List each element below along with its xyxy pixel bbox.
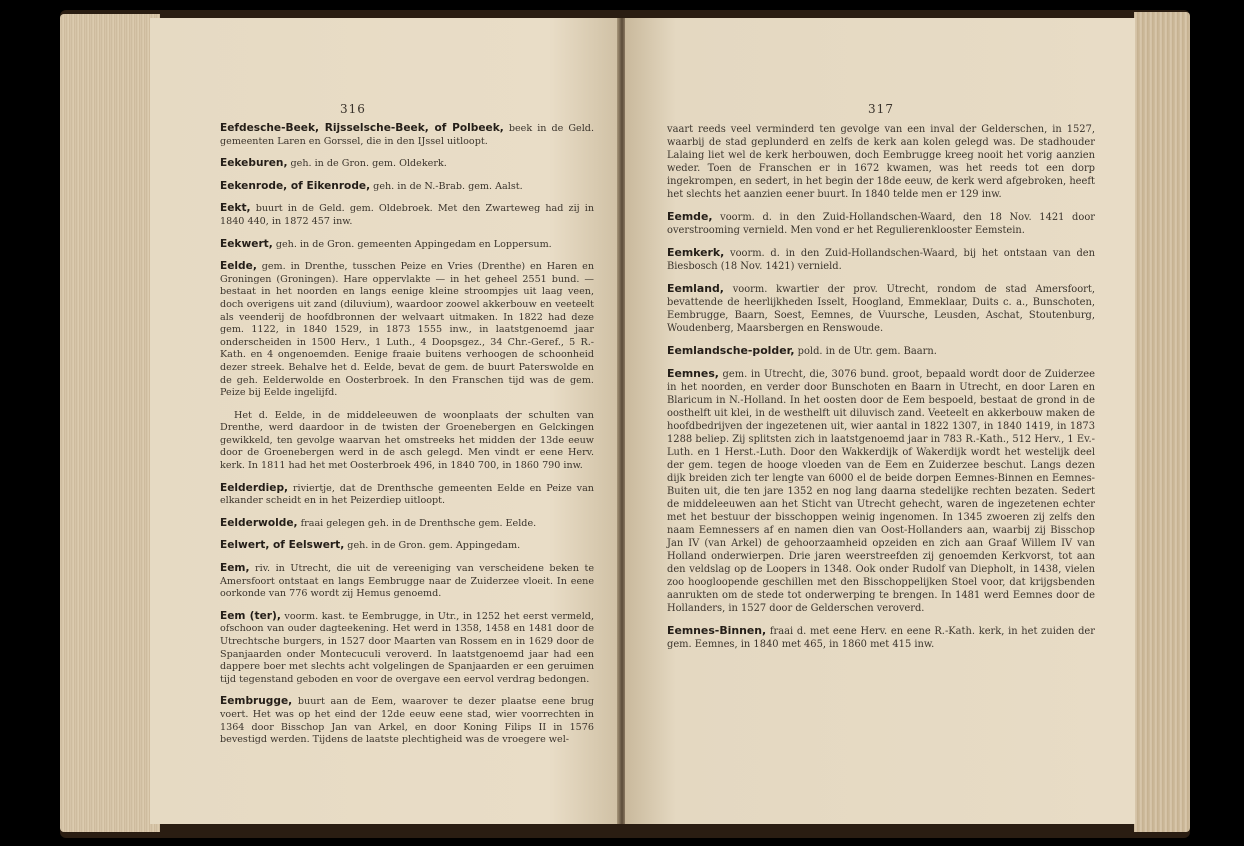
entry-headword: Eemnes, — [667, 367, 719, 380]
entry-headword: Eelde, — [220, 260, 257, 273]
entry-headword: Eekwert, — [220, 237, 273, 250]
entry-text: geh. in de Gron. gem. Oldekerk. — [287, 158, 447, 170]
entry-text: vaart reeds veel verminderd ten gevolge van een inval der Gelderschen, in 1527, waarbij de stad geplunderd en zelfs de kerk aan kolen gelegd was. De stadhouder Lalaing liet wel de kerk herbouwen, doch Eembrugge kreeg nooit het vorig aanzien weder. Toen de Franschen er in 1672 kwamen, was het reeds tot een dorp ingekrompen, en sedert, in het begin der 18de eeuw, de kerk werd afgebroken, heeft het slechts het aanzien eener buurt. In 1840 telde men er 129 inw. — [667, 124, 1095, 200]
dictionary-entry — [220, 610, 594, 687]
entry-headword: Eemnes-Binnen, — [667, 624, 767, 637]
entry-headword: Eemkerk, — [667, 246, 725, 259]
entry-headword: Eekt, — [220, 202, 251, 215]
dictionary-entry — [667, 624, 1095, 651]
entry-headword: Eefdesche-Beek, Rijsselsche-Beek, of Polbeek, — [220, 122, 504, 134]
entry-text: buurt aan de Eem, waarover te dezer plaatse eene brug voert. Het was op het eind der 12de eeuw eene stad, wier voorrechten in 1364 door Bisschop Jan van Arkel, en door Koning Filips II in 1576 bevestigd werden. Tijdens de laatste plechtigheid was de vroegere wel- — [220, 696, 594, 746]
left-page — [150, 18, 620, 824]
dictionary-entry — [667, 210, 1095, 237]
entry-text: voorm. kwartier der prov. Utrecht, rondom de stad Amersfoort, bevattende de heerlijkheden Isselt, Hoogland, Emmeklaar, Duits c. a., Bunschoten, Eembrugge, Baarn, Soest, Eemnes, de Vuursche, Leusden, Aschat, Stoutenburg, Woudenberg, Maarsbergen en Renswoude. — [667, 284, 1095, 334]
dictionary-entry — [220, 695, 594, 746]
entry-text: pold. in de Utr. gem. Baarn. — [794, 346, 937, 357]
page-edges-left — [60, 14, 160, 832]
dictionary-entry — [220, 562, 594, 601]
dictionary-entry — [220, 539, 594, 553]
dictionary-entry — [220, 238, 594, 252]
entry-text: Het d. Eelde, in de middeleeuwen de woonplaats der schulten van Drenthe, werd daardoor in de twisten der Groenebergen en Gelckingen gewikkeld, ten gevolge waarvan het omstreeks het midden der 13de eeuw door de Groenebergen werd in de asch gelegd. Men vindt er eene Herv. kerk. In 1811 had het met Oosterbroek 496, in 1840 700, in 1860 790 inw. — [220, 409, 594, 472]
entry-headword: Eemland, — [667, 282, 724, 295]
dictionary-entry — [220, 180, 594, 194]
entry-continuation — [220, 409, 594, 473]
entry-text: voorm. d. in den Zuid-Hollandschen-Waard, bij het ontstaan van den Biesbosch (18 Nov. 1421) vernield. — [667, 248, 1095, 272]
dictionary-entry — [220, 517, 594, 531]
entry-text: gem. in Drenthe, tusschen Peize en Vries (Drenthe) en Haren en Groningen (Groningen). Hare oppervlakte — in het geheel 2551 bund. — bestaat in het noorden en langs eenige kleine stroompjes uit laag veen, doch overigens uit zand (diluvium), waardoor zoowel akkerbouw en veeteelt als veenderij de hoofdbronnen der welvaart uitmaken. In 1822 had deze gem. 1122, in 1840 1529, in 1873 1555 inw., in laatstgenoemd jaar onderscheiden in 1500 Herv., 1 Luth., 4 Doopsgez., 34 Chr.-Geref., 5 R.-Kath. en 4 ongenoemden. Eenige fraaie buitens verhoogen de schoonheid dezer streek. Behalve het d. Eelde, bevat de gem. de buurt Paterswolde en de geh. Eelderwolde en Oosterbroek. In den Franschen tijd was de gem. Peize bij Eelde ingelijfd. — [220, 261, 594, 399]
entry-text: geh. in de Gron. gem. Appingedam. — [344, 540, 521, 552]
entry-text: voorm. d. in den Zuid-Hollandschen-Waard, den 18 Nov. 1421 door overstrooming vernield. Men vond er het Regulierenklooster Eemstein. — [667, 212, 1095, 236]
entry-headword: Eelderwolde, — [220, 516, 298, 529]
entry-headword: Eekeburen, — [220, 157, 288, 170]
dictionary-entry — [220, 202, 594, 228]
page-number-left: 316 — [340, 102, 366, 116]
dictionary-entry — [667, 246, 1095, 273]
dictionary-entry — [220, 260, 594, 400]
page-edges-right — [1134, 12, 1190, 832]
entry-text: fraai d. met eene Herv. en eene R.-Kath. kerk, in het zuiden der gem. Eemnes, in 1840 met 465, in 1860 met 415 inw. — [667, 626, 1095, 650]
dictionary-entry — [220, 482, 594, 508]
dictionary-entry — [220, 122, 594, 148]
entry-text: beek in de Geld. gemeenten Laren en Gorssel, die in den IJssel uitloopt. — [220, 123, 594, 147]
entry-text: geh. in de Gron. gemeenten Appingedam en Loppersum. — [272, 238, 552, 250]
entry-text: riv. in Utrecht, die uit de vereeniging van verscheidene beken te Amersfoort ontstaat en langs Eembrugge naar de Zuiderzee vloeit. In eene oorkonde van 776 wordt zij Hemus genoemd. — [220, 563, 594, 600]
right-page — [625, 18, 1135, 824]
entry-text: fraai gelegen geh. in de Drenthsche gem. Eelde. — [297, 517, 537, 529]
entry-text: gem. in Utrecht, die, 3076 bund. groot, bepaald wordt door de Zuiderzee in het noorden, en verder door Bunschoten en Baarn in Utrecht, en door Laren en Blaricum in N.-Holland. In het oosten door de Eem bespoeld, bestaat de grond in de oosthelft uit klei, in de westhelft uit diluvisch zand. Veeteelt en akkerbouw maken de hoofdbedrijven der ingezetenen uit, wier aantal in 1822 1307, in 1840 1419, in 1873 1288 beliep. Zij splitsten zich in laatstgenoemd jaar in 783 R.-Kath., 512 Herv., 1 Ev.-Luth. en 1 Herst.-Luth. Door den Wakkerdijk of Wakerdijk wordt het westelijk deel der gem. tegen de hooge vloeden van de Eem en Zuiderzee beschut. Langs dezen dijk breiden zich ter lengte van 6000 el de beide dorpen Eemnes-Binnen en Eemnes-Buiten uit, die ten jare 1352 en nog lang daarna stedelijke rechten bezaten. Sedert de middeleeuwen aan het Sticht van Utrecht gehecht, waren de ingezetenen echter met het bestuur der bisschoppen weinig ingenomen. In 1345 zwoeren zij zelfs den naam Eemnessers af en namen dien van Oost-Hollanders aan, waarbij zij Bisschop Jan IV (van Arkel) de gehoorzaamheid opzeiden en zich aan Graaf Willem IV van Holland onderwierpen. Drie jaren weerstreefden zij genoemden Kerkvorst, tot aan den veldslag op de Loopers in 1348. Ook onder Rudolf van Diepholt, in 1438, vielen zoo hoogloopende geschillen met den Bisschoppelijken Stoel voor, dat krijgsbenden aanrukten om de stede tot onderwerping te brengen. In 1481 werd Eemnes door de Hollanders, in 1527 door de Gelderschen veroverd. — [667, 369, 1095, 614]
entry-headword: Eekenrode, of Eikenrode, — [220, 179, 371, 192]
entry-headword: Eemlandsche-polder, — [667, 344, 795, 357]
dictionary-entry — [667, 344, 1095, 358]
entry-headword: Eemde, — [667, 210, 713, 223]
entry-text: buurt in de Geld. gem. Oldebroek. Met den Zwarteweg had zij in 1840 440, in 1872 457 inw. — [220, 203, 594, 227]
entry-text: voorm. kast. te Eembrugge, in Utr., in 1252 het eerst vermeld, ofschoon van ouder dagteekening. Het werd in 1358, 1458 en 1481 door de Utrechtsche burgers, in 1527 door Maarten van Rossem en in 1629 door de Spanjaarden onder Montecuculi veroverd. In laatstgenoemd jaar had een dappere boer met slechts acht volgelingen de Spanjaarden er een geruimen tijd tegenstand geboden en voor de overgave een eervol verdrag bedongen. — [220, 610, 594, 685]
entry-text: geh. in de N.-Brab. gem. Aalst. — [370, 180, 523, 192]
entry-headword: Eelderdiep, — [220, 481, 289, 494]
dictionary-entry — [667, 282, 1095, 335]
entry-continuation — [667, 122, 1095, 201]
entry-headword: Eelwert, of Eelswert, — [220, 539, 345, 552]
dictionary-entry — [220, 157, 594, 171]
dictionary-entry — [667, 367, 1095, 615]
entry-headword: Eem (ter), — [220, 609, 281, 622]
page-number-right: 317 — [868, 102, 894, 116]
entry-headword: Eem, — [220, 562, 250, 575]
entry-text: riviertje, dat de Drenthsche gemeenten Eelde en Peize van elkander scheidt en in het Peizerdiep uitloopt. — [220, 482, 594, 507]
entry-headword: Eembrugge, — [220, 695, 293, 708]
